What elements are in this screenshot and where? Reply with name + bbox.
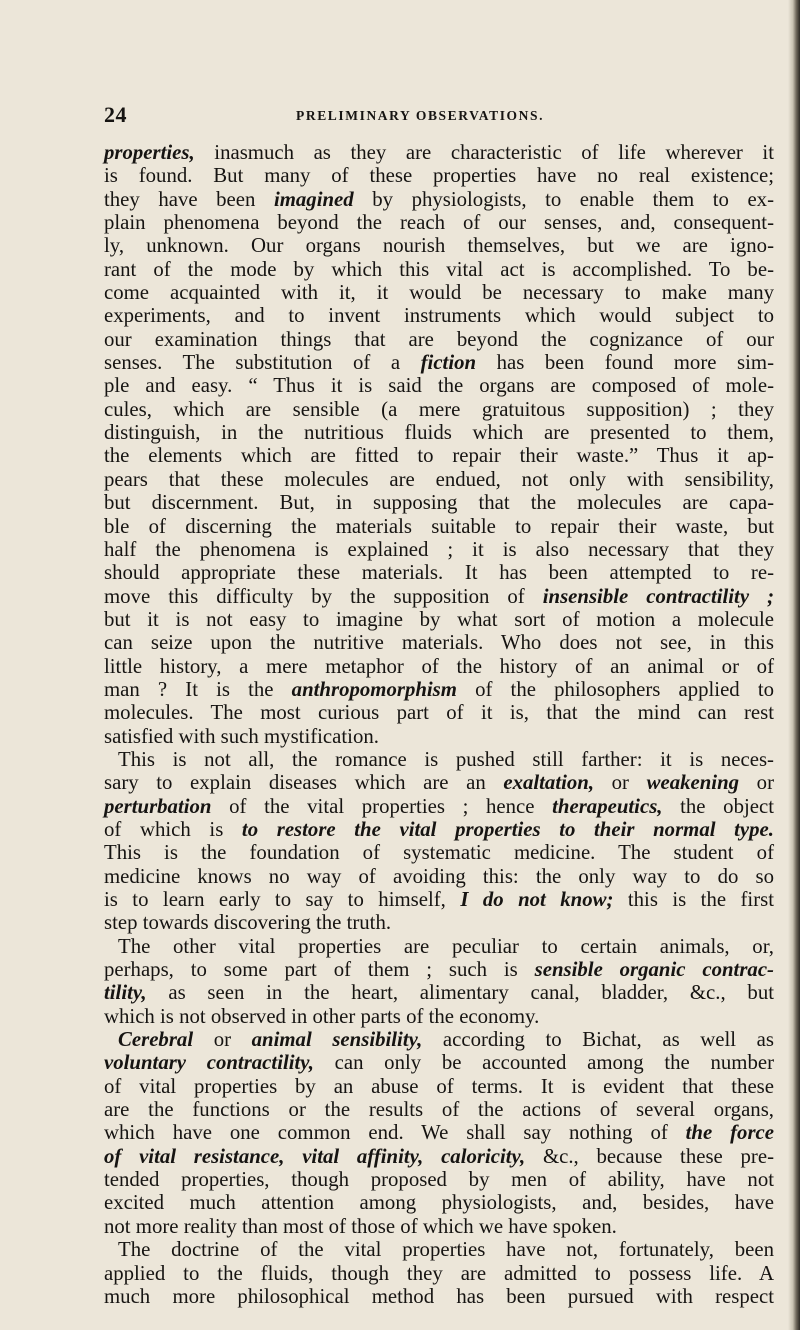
text-line <box>104 188 774 211</box>
text-line <box>104 351 774 374</box>
text-line <box>104 771 774 794</box>
text-line <box>104 958 774 981</box>
text-run: man ? It is the <box>104 677 292 701</box>
text-line <box>104 841 774 864</box>
text-line <box>104 888 774 911</box>
text-line <box>104 725 774 748</box>
text-run: step towards discovering the truth. <box>104 911 392 935</box>
text-run: excited much attention among physiologists, and, besides, have <box>104 1191 774 1215</box>
text-run: the elements which are fitted to repair their waste.” Thus it ap- <box>104 444 774 468</box>
italic-run: weakening <box>646 771 740 795</box>
text-run: of the vital properties ; hence <box>211 794 553 818</box>
text-run: this is the first <box>613 888 775 911</box>
text-run: applied to the fluids, though they are admitted to possess life. A <box>104 1261 774 1285</box>
text-run: ple and easy. “ Thus it is said the organs are composed of mole- <box>104 374 774 398</box>
text-line <box>104 608 774 631</box>
text-run: of vital properties by an abuse of terms. It is evident that these <box>104 1074 774 1098</box>
text-line <box>104 398 774 421</box>
text-run: The doctrine of the vital properties have not, fortunately, been <box>118 1238 774 1262</box>
text-line <box>104 258 774 281</box>
page-number: 24 <box>104 102 127 127</box>
page-header <box>104 102 764 126</box>
text-line <box>104 1262 774 1285</box>
italic-run: imagined <box>273 187 354 211</box>
text-line <box>104 701 774 724</box>
text-run: should appropriate these materials. It has been attempted to re- <box>104 561 774 585</box>
text-run: is found. But many of these properties have no real existence; <box>104 164 774 188</box>
italic-run: sensible organic contrac- <box>534 958 774 982</box>
text-run: medicine knows no way of avoiding this: the only way to do so <box>104 864 774 888</box>
text-line <box>104 795 774 818</box>
text-run: half the phenomena is explained ; it is also necessary that they <box>104 537 774 561</box>
body-text <box>104 141 774 1308</box>
text-run: satisfied with such mystification. <box>104 724 379 748</box>
text-line <box>104 444 774 467</box>
text-run: inasmuch as they are characteristic of life wherever it <box>194 141 774 164</box>
text-run: by physiologists, to enable them to ex- <box>353 187 775 211</box>
text-line <box>104 911 774 934</box>
text-run: much more philosophical method has been pursued with respect <box>104 1284 774 1308</box>
text-line <box>104 421 774 444</box>
text-run: cules, which are sensible (a mere gratuitous supposition) ; they <box>104 397 774 421</box>
text-run: not more reality than most of those of which we have spoken. <box>104 1214 617 1238</box>
text-line <box>104 1238 774 1261</box>
text-line <box>104 678 774 701</box>
text-line <box>104 1028 774 1051</box>
italic-run: to restore the vital properties to their normal type. <box>241 817 774 841</box>
text-line <box>104 981 774 1004</box>
text-line <box>104 748 774 771</box>
page-edge-shadow <box>788 0 800 1330</box>
italic-run: properties, <box>104 141 195 164</box>
text-run: or <box>193 1028 252 1052</box>
text-run: &c., because these pre- <box>525 1144 774 1168</box>
text-run: is to learn early to say to himself, <box>104 888 461 911</box>
text-line <box>104 468 774 491</box>
text-run: of the philosophers applied to <box>456 677 775 701</box>
text-run: senses. The substitution of a <box>104 351 421 375</box>
text-line <box>104 141 774 164</box>
text-run: pears that these molecules are endued, not only with sensibility, <box>104 467 774 491</box>
text-line <box>104 1121 774 1144</box>
text-run: distinguish, in the nutritious fluids which are presented to them, <box>104 421 774 445</box>
text-line <box>104 538 774 561</box>
text-run: This is the foundation of systematic medicine. The student of <box>104 841 774 865</box>
text-line <box>104 328 774 351</box>
text-line <box>104 1098 774 1121</box>
text-line <box>104 818 774 841</box>
text-run: ly, unknown. Our organs nourish themselves, but we are igno- <box>104 234 774 258</box>
text-run: as seen in the heart, alimentary canal, bladder, &c., but <box>146 981 774 1005</box>
text-line <box>104 1191 774 1214</box>
text-line <box>104 164 774 187</box>
italic-run: the force <box>685 1121 774 1145</box>
text-run: our examination things that are beyond the cognizance of our <box>104 327 774 351</box>
text-line <box>104 1215 774 1238</box>
italic-run: of vital resistance, vital affinity, caloricity, <box>104 1144 526 1168</box>
text-line <box>104 1168 774 1191</box>
italic-run: insensible contractility ; <box>542 584 774 608</box>
text-run: the object <box>662 794 775 818</box>
italic-run: animal sensibility, <box>251 1028 423 1052</box>
text-line <box>104 304 774 327</box>
text-line <box>104 515 774 538</box>
text-run: which have one common end. We shall say nothing of <box>104 1121 686 1145</box>
text-run: or <box>594 771 647 795</box>
running-head: PRELIMINARY OBSERVATIONS. <box>296 108 545 123</box>
text-run: or <box>739 771 775 795</box>
text-line <box>104 1285 774 1308</box>
text-line <box>104 374 774 397</box>
text-run: sary to explain diseases which are an <box>104 771 504 795</box>
text-run: they have been <box>104 187 274 211</box>
italic-run: I do not know; <box>460 888 614 911</box>
text-run: come acquainted with it, it would be necessary to make many <box>104 281 774 305</box>
text-line <box>104 865 774 888</box>
italic-run: therapeutics, <box>552 794 663 818</box>
italic-run: tility, <box>104 981 147 1005</box>
text-run: according to Bichat, as well as <box>422 1028 774 1052</box>
text-run: molecules. The most curious part of it is, that the mind can rest <box>104 701 774 725</box>
text-line <box>104 561 774 584</box>
text-line <box>104 655 774 678</box>
text-line <box>104 281 774 304</box>
italic-run: fiction <box>420 351 477 375</box>
text-line <box>104 491 774 514</box>
text-run: ble of discerning the materials suitable to repair their waste, but <box>104 514 774 538</box>
text-run: tended properties, though proposed by men of ability, have not <box>104 1168 774 1192</box>
text-run: are the functions or the results of the actions of several organs, <box>104 1098 774 1122</box>
text-line <box>104 211 774 234</box>
text-run: move this difficulty by the supposition of <box>104 584 543 608</box>
text-run: but it is not easy to imagine by what sort of motion a molecule <box>104 607 774 631</box>
text-run: has been found more sim- <box>476 351 774 375</box>
italic-run: voluntary contractility, <box>104 1051 314 1075</box>
text-run: experiments, and to invent instruments which would subject to <box>104 304 774 328</box>
text-line <box>104 1075 774 1098</box>
text-run: but discernment. But, in supposing that the molecules are capa- <box>104 491 774 515</box>
text-run: can seize upon the nutritive materials. Who does not see, in this <box>104 631 774 655</box>
text-run: which is not observed in other parts of the economy. <box>104 1004 540 1028</box>
text-line <box>104 585 774 608</box>
text-run: can only be accounted among the number <box>313 1051 774 1075</box>
text-line <box>104 631 774 654</box>
text-line <box>104 935 774 958</box>
text-line <box>104 1145 774 1168</box>
text-run: The other vital properties are peculiar to certain animals, or, <box>118 934 774 958</box>
text-run: plain phenomena beyond the reach of our senses, and, consequent- <box>104 211 774 235</box>
text-run: of which is <box>104 817 242 841</box>
text-run: little history, a mere metaphor of the history of an animal or of <box>104 654 774 678</box>
text-line <box>104 1051 774 1074</box>
text-line <box>104 234 774 257</box>
text-line <box>104 1005 774 1028</box>
italic-run: exaltation, <box>503 771 595 795</box>
italic-run: Cerebral <box>118 1028 194 1052</box>
text-run: This is not all, the romance is pushed still farther: it is neces- <box>118 747 774 771</box>
text-run: rant of the mode by which this vital act is accomplished. To be- <box>104 257 774 281</box>
text-run: perhaps, to some part of them ; such is <box>104 958 535 982</box>
italic-run: perturbation <box>104 794 212 818</box>
italic-run: anthropomorphism <box>291 677 457 701</box>
